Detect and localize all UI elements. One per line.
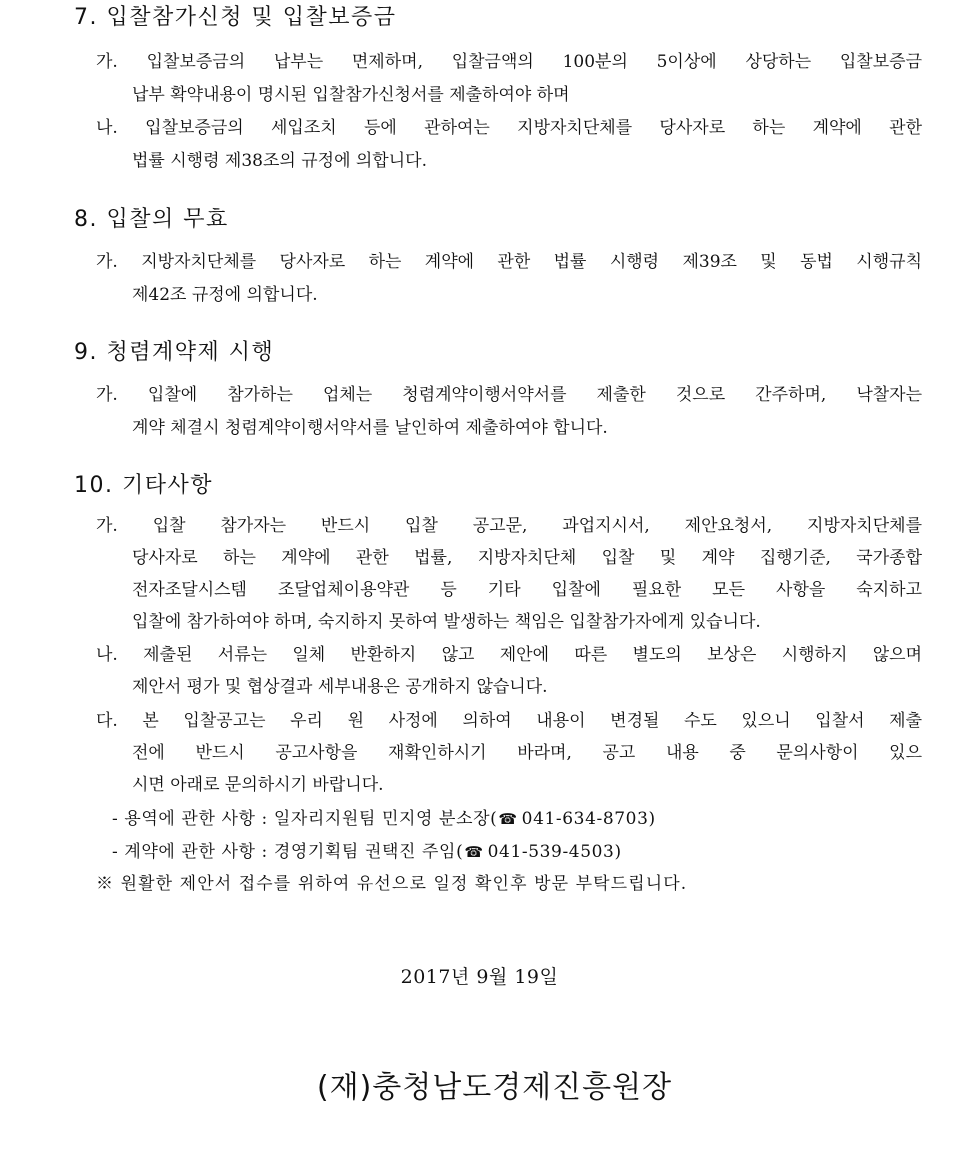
contact-contract [112, 837, 622, 867]
telephone-icon: ☎ [464, 843, 484, 861]
issuing-organization: (재)충청남도경제진흥원장 [316, 1070, 673, 1105]
item-text: 입찰보증금의 납부는 면제하며, 입찰금액의 100분의 5이상에 상당하는 입찰보증금 [146, 52, 922, 72]
item-line: 당사자로 하는 계약에 관한 법률, 지방자치단체 입찰 및 계약 집행기준, 국가종합 [132, 548, 922, 568]
section-9-heading: 9. 청렴계약제 시행 [74, 340, 275, 365]
section-10-heading: 10. 기타사항 [74, 473, 213, 498]
item-first-line [96, 113, 922, 143]
item-first-line [96, 706, 922, 736]
contact-phone: 041-539-4503) [487, 842, 622, 862]
item-marker: 가. [96, 516, 118, 536]
item-first-line [96, 247, 922, 277]
item-first-line [96, 640, 922, 670]
item-marker: 가. [96, 385, 118, 405]
item-marker: 나. [96, 645, 118, 665]
item-text: 지방자치단체를 당사자로 하는 계약에 관한 법률 시행령 제39조 및 동법 시행규칙 [141, 252, 922, 272]
item-line: 입찰에 참가하여야 하며, 숙지하지 못하여 발생하는 책임은 입찰참가자에게 있습니다. [132, 612, 761, 632]
item-line: 전에 반드시 공고사항을 재확인하시기 바라며, 공고 내용 중 문의사항이 있으 [132, 743, 922, 763]
item-text: 제출된 서류는 일체 반환하지 않고 제안에 따른 별도의 보상은 시행하지 않으며 [143, 645, 923, 665]
visit-notice: ※ 원활한 제안서 접수를 위하여 유선으로 일정 확인후 방문 부탁드립니다. [96, 874, 688, 894]
document-date: 2017년 9월 19일 [400, 966, 559, 988]
item-line: 전자조달시스템 조달업체이용약관 등 기타 입찰에 필요한 모든 사항을 숙지하고 [132, 580, 922, 600]
item-line: 납부 확약내용이 명시된 입찰참가신청서를 제출하여야 하며 [132, 85, 570, 105]
contact-label: - 용역에 관한 사항 : 일자리지원팀 민지영 분소장( [112, 809, 498, 829]
item-first-line [96, 47, 922, 77]
item-line: 시면 아래로 문의하시기 바랍니다. [132, 775, 384, 795]
contact-service [112, 804, 656, 834]
item-first-line [96, 511, 922, 541]
section-7-heading: 7. 입찰참가신청 및 입찰보증금 [74, 5, 397, 30]
item-text: 입찰보증금의 세입조치 등에 관하여는 지방자치단체를 당사자로 하는 계약에 관한 [145, 118, 923, 138]
item-text: 입찰에 참가하는 업체는 청렴계약이행서약서를 제출한 것으로 간주하며, 낙찰자는 [147, 385, 923, 405]
telephone-icon: ☎ [498, 810, 518, 828]
item-line: 법률 시행령 제38조의 규정에 의합니다. [132, 151, 427, 171]
item-marker: 나. [96, 118, 118, 138]
contact-label: - 계약에 관한 사항 : 경영기획팀 권택진 주임( [112, 842, 464, 862]
item-line: 제42조 규정에 의합니다. [132, 285, 318, 305]
section-8-heading: 8. 입찰의 무효 [74, 207, 229, 232]
item-marker: 다. [96, 711, 118, 731]
item-first-line [96, 380, 922, 410]
item-marker: 가. [96, 52, 118, 72]
item-line: 제안서 평가 및 협상결과 세부내용은 공개하지 않습니다. [132, 677, 548, 697]
item-text: 입찰 참가자는 반드시 입찰 공고문, 과업지시서, 제안요청서, 지방자치단체를 [152, 516, 922, 536]
item-line: 계약 체결시 청렴계약이행서약서를 날인하여 제출하여야 합니다. [132, 418, 608, 438]
item-text: 본 입찰공고는 우리 원 사정에 의하여 내용이 변경될 수도 있으니 입찰서 제출 [142, 711, 922, 731]
item-marker: 가. [96, 252, 118, 272]
contact-phone: 041-634-8703) [521, 809, 656, 829]
